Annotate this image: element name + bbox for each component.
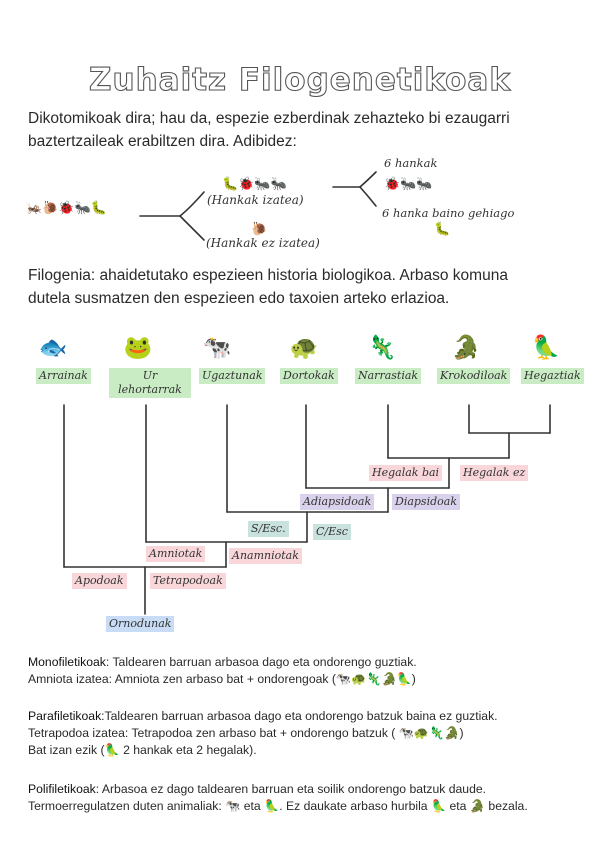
phylogeny-line-2: dutela susmatzen den espezieen edo taxoien arteko erlazioa. — [28, 290, 450, 307]
all-animals-group: 🦗🐌🐞🐜🐛 — [26, 200, 107, 215]
mono-term: Monofiletikoak — [28, 655, 106, 669]
para-term: Parafiletikoak — [28, 709, 102, 723]
para-example: Tetrapodoa izatea: Tetrapodoa zen arbaso bat + ondorengo batzuk ( 🐄🐢🦎🐊) — [28, 726, 464, 740]
legs-animals-group: 🐛🐞🐜🐜 — [222, 176, 287, 191]
frog-icon: 🐸 — [123, 334, 153, 360]
taxon-ur-lehortarrak: Ur lehortarrak — [109, 368, 191, 398]
clade-apodoak: Apodoak — [72, 573, 127, 589]
mono-text: : Taldearen barruan arbasoa dago eta ondorengo guztiak. — [105, 655, 417, 669]
clade-ornodunak: Ornodunak — [106, 616, 174, 632]
more-legs-animals-group: 🐛 — [434, 221, 451, 236]
taxon-krokodiloak: Krokodiloak — [437, 368, 510, 384]
clade-amniotak: Amniotak — [146, 546, 205, 562]
taxon-arrainak: Arrainak — [36, 368, 91, 384]
taxon-ugaztunak: Ugaztunak — [199, 368, 265, 384]
six-legs-animals-group: 🐞🐜🐜 — [384, 176, 433, 191]
taxon-hegaztiak: Hegaztiak — [521, 368, 584, 384]
clade-adiapsidoak: Adiapsidoak — [300, 494, 374, 510]
nolegs-branch-label: (Hankak ez izatea) — [206, 236, 320, 250]
intro-line-2: baztertzaileak erabiltzen dira. Adibidez: — [28, 133, 297, 150]
clade-diapsidoak: Diapsidoak — [392, 494, 460, 510]
taxon-dortokak: Dortokak — [280, 368, 338, 384]
definition-paraphyletic — [28, 708, 588, 759]
para-example-2: Bat izan ezik (🦜 2 hankak eta 2 hegalak). — [28, 743, 257, 757]
para-text: :Taldearen barruan arbasoa dago eta ondorengo batzuk baina ez guztiak. — [101, 709, 498, 723]
fish-icon: 🐟 — [38, 334, 68, 360]
clade-tetrapodoak: Tetrapodoak — [150, 573, 226, 589]
clade-anamniotak: Anamniotak — [229, 548, 302, 564]
poli-example: Termoerregulatzen duten animaliak: 🐄 eta 🦜. Ez daukate arbaso hurbila 🦜 eta 🐊 bezala. — [28, 799, 528, 813]
clade-hegalak-bai: Hegalak bai — [369, 465, 442, 481]
poli-text: : Arbasoa ez dago taldearen barruan eta soilik ondorengo batzuk daude. — [95, 782, 487, 796]
definition-monophyletic — [28, 654, 588, 688]
lizard-icon: 🦎 — [367, 334, 397, 360]
phylogeny-line-1: Filogenia: ahaidetutako espezieen historia biologikoa. Arbaso komuna — [28, 267, 508, 284]
parrot-icon: 🦜 — [531, 334, 561, 360]
clade-c-esc: C/Esc — [313, 524, 351, 540]
definition-polyphyletic — [28, 781, 588, 815]
legs-branch-label: (Hankak izatea) — [207, 193, 304, 207]
more-legs-label: 6 hanka baino gehiago — [382, 206, 515, 220]
clade-s-esc: S/Esc. — [248, 521, 289, 537]
clade-hegalak-ez: Hegalak ez — [460, 465, 528, 481]
crocodile-icon: 🐊 — [451, 334, 481, 360]
page-title: Zuhaitz Filogenetikoak — [89, 62, 511, 98]
cow-icon: 🐄 — [202, 334, 232, 360]
poli-term: Polifiletikoak — [28, 782, 96, 796]
six-legs-label: 6 hankak — [384, 156, 438, 170]
nolegs-animals-group: 🐌 — [251, 221, 268, 236]
taxon-narrastiak: Narrastiak — [355, 368, 421, 384]
intro-line-1: Dikotomikoak dira; hau da, espezie ezberdinak zehazteko bi ezaugarri — [28, 110, 510, 127]
turtle-icon: 🐢 — [289, 334, 319, 360]
mono-example: Amniota izatea: Amniota zen arbaso bat + ondorengoak (🐄🐢🦎🐊🦜) — [28, 672, 416, 686]
